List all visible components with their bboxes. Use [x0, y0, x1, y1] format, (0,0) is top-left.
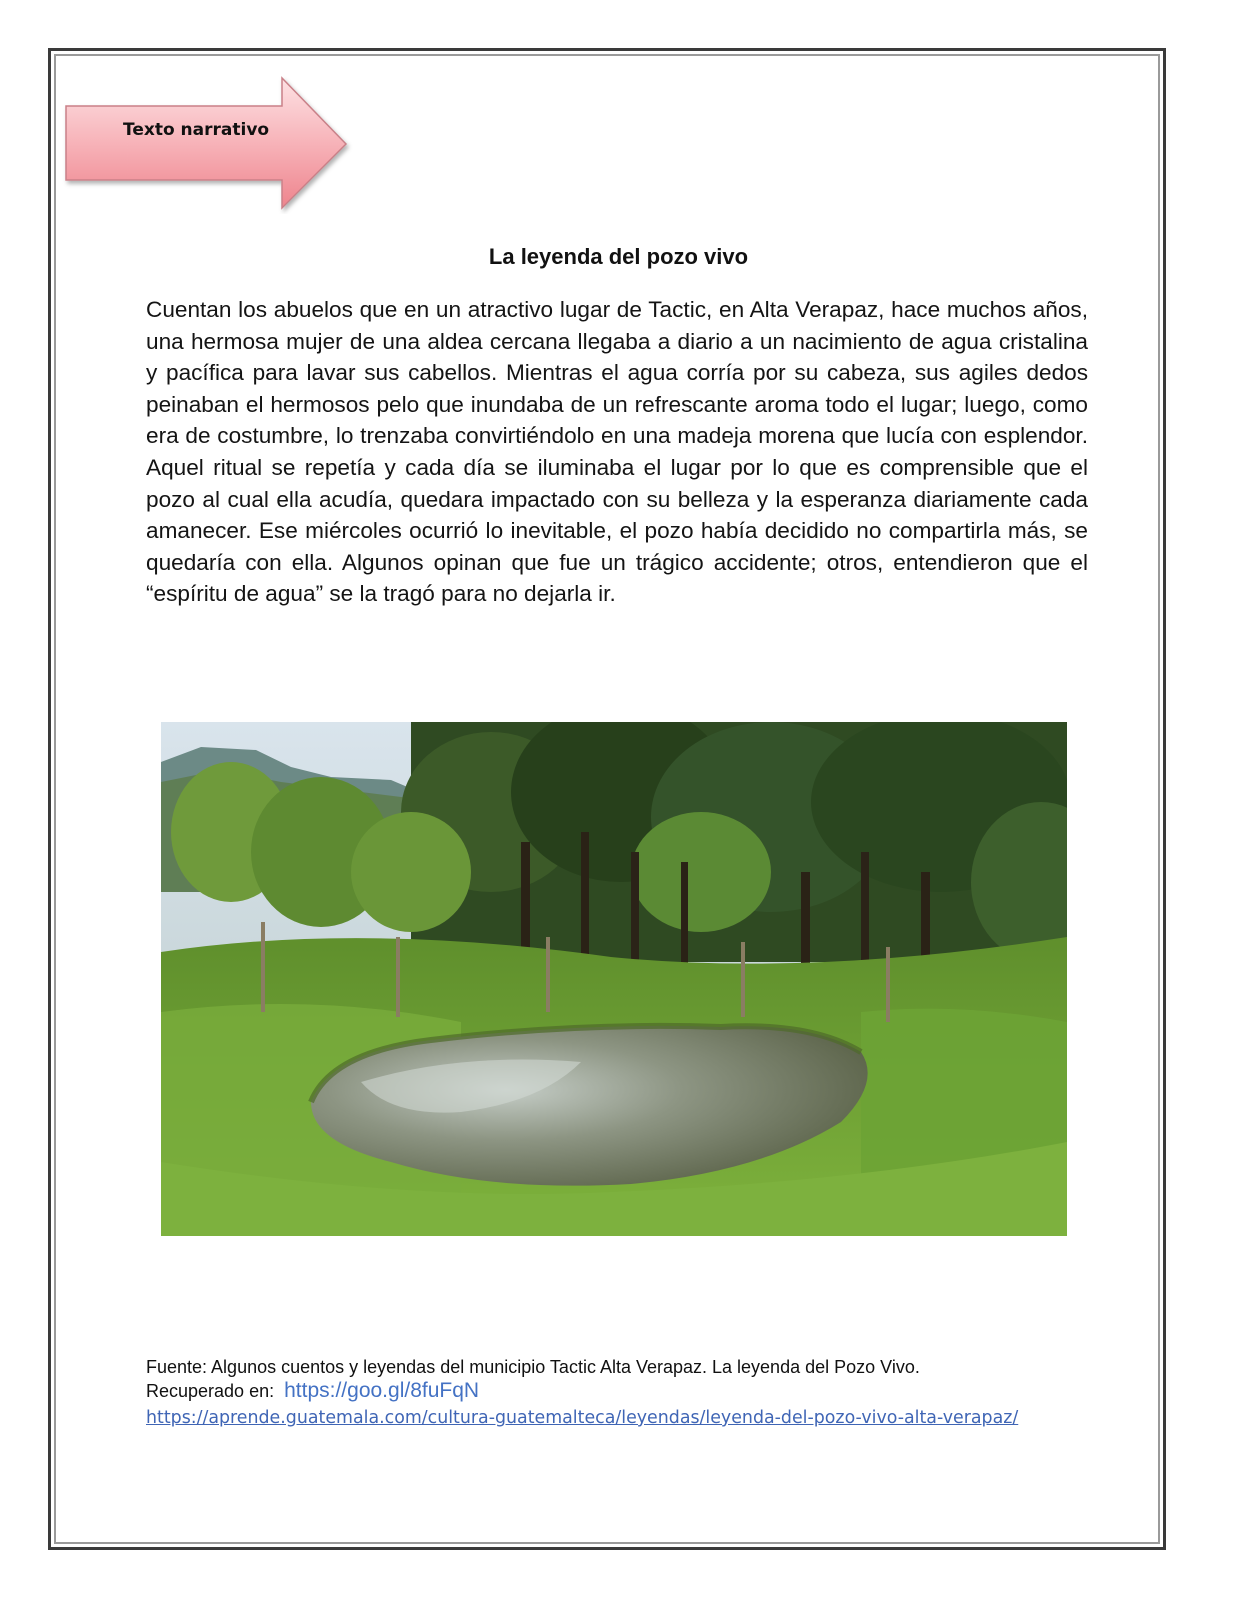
- pond-illustration: [161, 722, 1067, 1236]
- source-citation: [146, 1355, 1106, 1403]
- recuperado-label: Recuperado en:: [146, 1381, 275, 1401]
- pond-landscape-photo: [161, 722, 1067, 1236]
- short-source-link[interactable]: https://goo.gl/8fuFqN: [284, 1379, 480, 1402]
- page-title: La leyenda del pozo vivo: [488, 244, 749, 269]
- story-paragraph: Cuentan los abuelos que en un atractivo lugar de Tactic, en Alta Verapaz, hace muchos años, una hermosa mujer de una aldea cercana llegaba a diario a un nacimiento de agua cristalina y pacífica para lavar sus cabellos. Mientras el agua corría por su cabeza, sus agiles dedos peinaban el hermosos pelo que inundaba de un refrescante aroma todo el lugar; luego, como era de costumbre, lo trenzaba convirtiéndolo en una madeja morena que lucía con esplendor. Aquel ritual se repetía y cada día se iluminaba el lugar por lo que es comprensible que el pozo al cual ella acudía, quedara impactado con su belleza y la esperanza diariamente cada amanecer. Ese miércoles ocurrió lo inevitable, el pozo había decidido no compartirla más, se quedaría con ella. Algunos opinan que fue un trágico accidente; otros, entendieron que el “espíritu de agua” se la tragó para no dejarla ir.: [146, 297, 1088, 607]
- long-source-link[interactable]: https://aprende.guatemala.com/cultura-guatemalteca/leyendas/leyenda-del-pozo-vivo-alta-verapaz/: [146, 1408, 1019, 1428]
- source-text: Fuente: Algunos cuentos y leyendas del municipio Tactic Alta Verapaz. La leyenda del Pozo Vivo.: [146, 1357, 920, 1377]
- recuperado-line: [146, 1379, 1106, 1403]
- narrative-arrow-badge: [62, 74, 354, 214]
- badge-label: Texto narrativo: [123, 120, 270, 140]
